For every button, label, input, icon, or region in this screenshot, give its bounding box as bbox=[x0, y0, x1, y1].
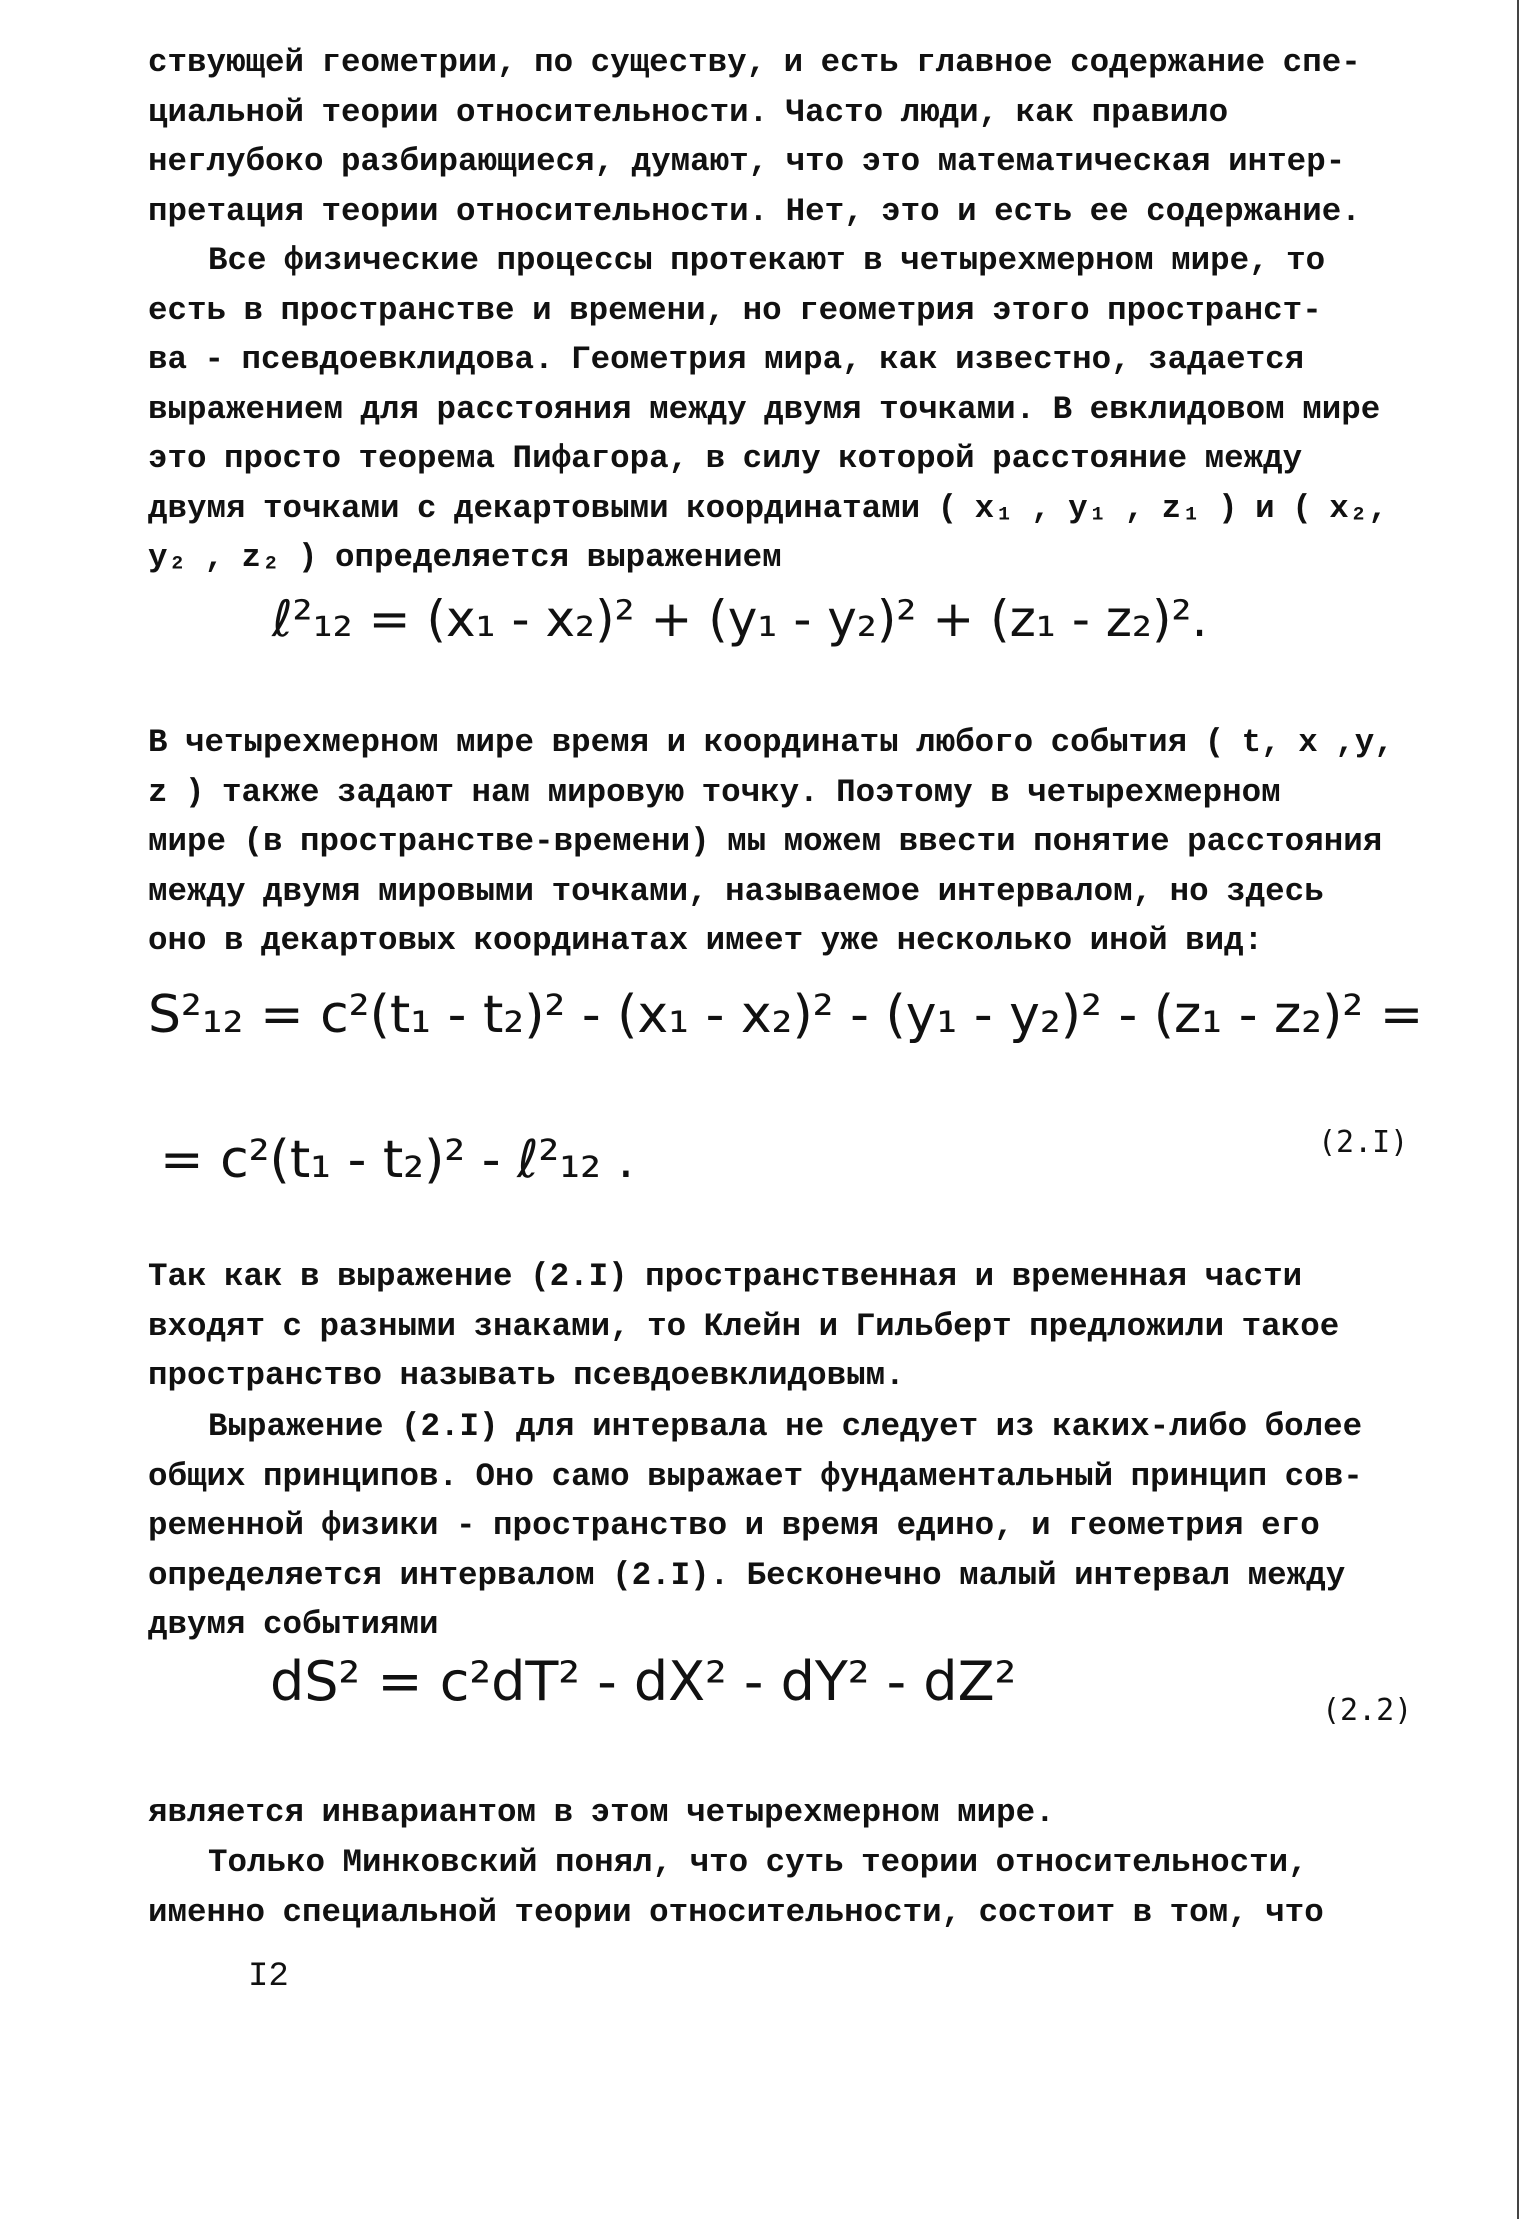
text-line: оно в декартовых координатах имеет уже несколько иной вид: bbox=[148, 922, 1264, 959]
text-line: определяется интервалом (2.I). Бесконечно малый интервал между bbox=[148, 1556, 1346, 1594]
equation-number-2-1: (2.I) bbox=[1318, 1125, 1409, 1160]
text-line: z ) также задают нам мировую точку. Поэтому в четырехмерном bbox=[148, 773, 1281, 811]
text-line: циальной теории относительности. Часто люди, как правило bbox=[148, 93, 1229, 131]
text-line: ва - псевдоевклидова. Геометрия мира, как известно, задается bbox=[148, 341, 1305, 378]
paragraph-6 bbox=[148, 1788, 1428, 1838]
text-line: двумя точками с декартовыми координатами ( x₁ , y₁ , z₁ ) и ( x₂, bbox=[148, 489, 1388, 527]
differential-interval-formula: dS² = c²dT² - dX² - dY² - dZ² bbox=[270, 1650, 1017, 1713]
interval-formula-line-1: S²₁₂ = c²(t₁ - t₂)² - (x₁ - x₂)² - (y₁ - y₂)² - (z₁ - z₂)² = bbox=[148, 985, 1424, 1045]
text-line: мире (в пространстве-времени) мы можем ввести понятие расстояния bbox=[148, 823, 1383, 860]
text-line: общих принципов. Оно само выражает фундаментальный принцип сов- bbox=[148, 1457, 1363, 1495]
text-line: В четырехмерном мире время и координаты любого события ( t, x ,y, bbox=[148, 724, 1394, 761]
text-line: двумя событиями bbox=[148, 1606, 439, 1643]
text-line: ременной физики - пространство и время едино, и геометрия его bbox=[148, 1507, 1320, 1544]
paragraph-3 bbox=[148, 718, 1428, 966]
pythagoras-formula: ℓ²₁₂ = (x₁ - x₂)² + (y₁ - y₂)² + (z₁ - z₂)². bbox=[272, 590, 1208, 648]
paragraph-1 bbox=[148, 38, 1428, 236]
paragraph-7 bbox=[148, 1838, 1428, 1937]
text-line: между двумя мировыми точками, называемое интервалом, но здесь bbox=[148, 872, 1324, 910]
text-line: Все физические процессы протекают в четырехмерном мире, то bbox=[208, 242, 1326, 279]
text-line: выражением для расстояния между двумя точками. В евклидовом мире bbox=[148, 390, 1381, 428]
paragraph-2 bbox=[148, 236, 1428, 583]
equation-number-2-2: (2.2) bbox=[1322, 1693, 1413, 1728]
text-line: Так как в выражение (2.I) пространственная и временная части bbox=[148, 1258, 1303, 1295]
interval-formula-line-2: = c²(t₁ - t₂)² - ℓ²₁₂ . bbox=[160, 1130, 635, 1190]
text-line: является инвариантом в этом четырехмерном мире. bbox=[148, 1794, 1055, 1831]
text-line: это просто теорема Пифагора, в силу которой расстояние между bbox=[148, 440, 1303, 477]
paragraph-5 bbox=[148, 1402, 1428, 1650]
text-line: пространство называть псевдоевклидовым. bbox=[148, 1357, 905, 1394]
text-line: претация теории относительности. Нет, это и есть ее содержание. bbox=[148, 192, 1361, 230]
text-line: Только Минковский понял, что суть теории относительности, bbox=[208, 1844, 1308, 1881]
text-line: y₂ , z₂ ) определяется выражением bbox=[148, 539, 782, 576]
text-line: ствующей геометрии, по существу, и есть главное содержание спе- bbox=[148, 44, 1361, 81]
text-line: именно специальной теории относительности, состоит в том, что bbox=[148, 1893, 1324, 1931]
text-line: входят с разными знаками, то Клейн и Гильберт предложили такое bbox=[148, 1307, 1340, 1345]
page-number: I2 bbox=[248, 1958, 289, 1996]
text-line: есть в пространстве и времени, но геометрия этого пространст- bbox=[148, 291, 1322, 329]
paragraph-4 bbox=[148, 1252, 1428, 1401]
text-line: неглубоко разбирающиеся, думают, что это математическая интер- bbox=[148, 143, 1346, 180]
text-line: Выражение (2.I) для интервала не следует из каких-либо более bbox=[208, 1408, 1363, 1445]
